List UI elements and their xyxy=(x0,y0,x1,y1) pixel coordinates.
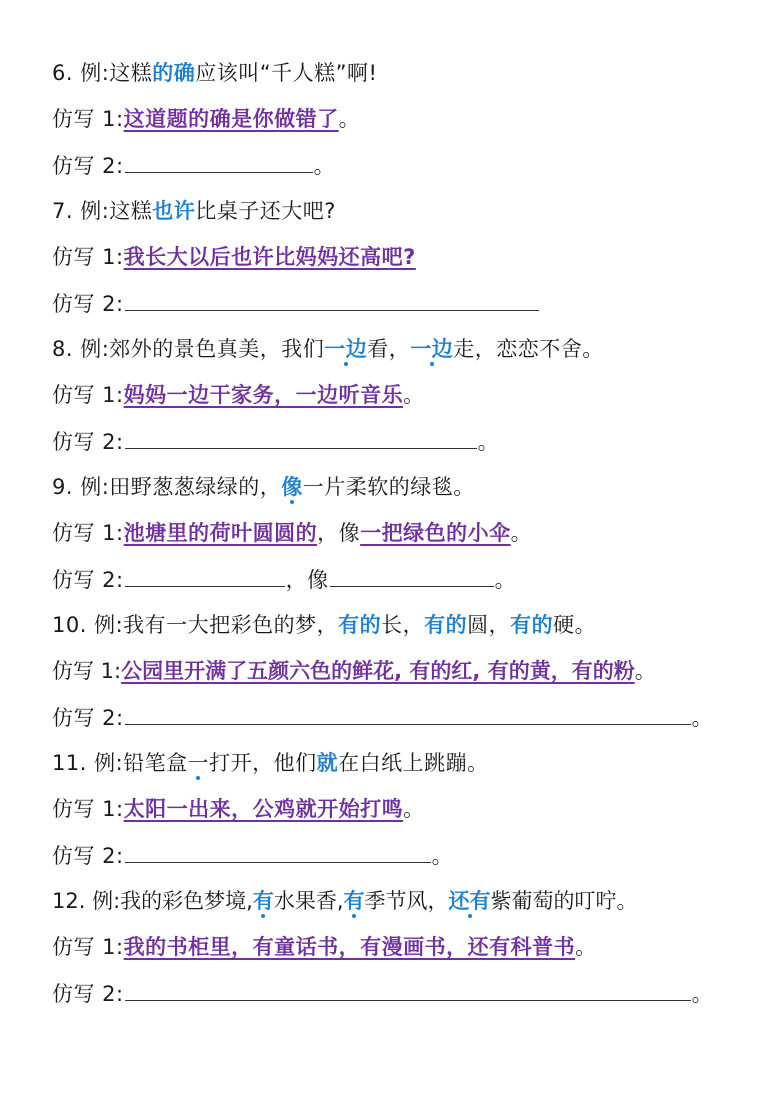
answer: 我长大以后也许比妈妈还高吧? xyxy=(123,245,416,269)
answer-blank[interactable] xyxy=(125,840,431,863)
example-12: 12. 例:我的彩色梦境,有水果香,有季节风，还有紫葡萄的叮咛。 xyxy=(52,889,638,913)
answer: 公园里开满了五颜六色的鲜花, 有的红, 有的黄，有的粉 xyxy=(121,659,635,683)
imitate-6-1: 仿写 1:这道题的确是你做错了。 xyxy=(52,107,361,131)
keyword: 像 xyxy=(281,475,303,499)
example-9: 9. 例:田野葱葱绿绿的，像一片柔软的绿毯。 xyxy=(52,475,475,499)
keyword: 有的 xyxy=(338,613,382,637)
imitate-7-2: 仿写 2: xyxy=(52,288,540,319)
answer-blank[interactable] xyxy=(125,978,691,1001)
imitate-12-1: 仿写 1:我的书柜里，有童话书，有漫画书，还有科普书。 xyxy=(52,935,597,959)
keyword: 一边 xyxy=(410,337,454,361)
answer-blank[interactable] xyxy=(330,564,494,587)
keyword: 有 xyxy=(343,889,365,913)
answer: 一把绿色的小伞 xyxy=(360,521,511,545)
keyword: 也许 xyxy=(152,199,196,223)
answer-blank[interactable] xyxy=(125,150,313,173)
imitate-12-2: 仿写 2: 。 xyxy=(52,978,713,1009)
keyword: 一边 xyxy=(324,337,368,361)
answer-blank[interactable] xyxy=(125,564,285,587)
answer-blank[interactable] xyxy=(125,426,477,449)
example-11: 11. 例:铅笔盒一打开，他们就在白纸上跳蹦。 xyxy=(52,751,489,775)
example-8: 8. 例:郊外的景色真美，我们一边看，一边走，恋恋不舍。 xyxy=(52,337,604,361)
answer: 妈妈一边干家务，一边听音乐 xyxy=(123,383,404,407)
imitate-8-1: 仿写 1:妈妈一边干家务，一边听音乐。 xyxy=(52,383,425,407)
keyword: 有 xyxy=(252,889,274,913)
keyword: 有的 xyxy=(424,613,468,637)
keyword: 有的 xyxy=(510,613,554,637)
example-10: 10. 例:我有一大把彩色的梦，有的长，有的圆，有的硬。 xyxy=(52,613,597,637)
keyword: 一 xyxy=(187,751,210,775)
answer: 池塘里的荷叶圆圆的 xyxy=(123,521,318,545)
imitate-9-1: 仿写 1:池塘里的荷叶圆圆的，像一把绿色的小伞。 xyxy=(52,521,533,545)
answer: 太阳一出来，公鸡就开始打鸣 xyxy=(123,797,404,821)
keyword: 就 xyxy=(316,751,339,775)
keyword: 还有 xyxy=(448,889,491,913)
imitate-10-2: 仿写 2: 。 xyxy=(52,702,713,733)
example-6: 6. 例:这糕的确应该叫“千人糕”啊! xyxy=(52,61,378,85)
imitate-7-1: 仿写 1:我长大以后也许比妈妈还高吧? xyxy=(52,245,416,269)
answer: 我的书柜里，有童话书，有漫画书，还有科普书 xyxy=(123,935,576,959)
imitate-9-2: 仿写 2: ，像 。 xyxy=(52,564,516,595)
example-7: 7. 例:这糕也许比桌子还大吧? xyxy=(52,199,336,223)
keyword: 的确 xyxy=(152,61,196,85)
imitate-11-2: 仿写 2: 。 xyxy=(52,840,453,871)
answer-blank[interactable] xyxy=(125,288,539,311)
imitate-8-2: 仿写 2: 。 xyxy=(52,426,499,457)
imitate-6-2: 仿写 2: 。 xyxy=(52,150,335,181)
answer: 这道题的确是你做错了 xyxy=(123,107,339,131)
imitate-10-1: 仿写 1:公园里开满了五颜六色的鲜花, 有的红, 有的黄，有的粉。 xyxy=(52,659,656,683)
answer-blank[interactable] xyxy=(125,702,691,725)
imitate-11-1: 仿写 1:太阳一出来，公鸡就开始打鸣。 xyxy=(52,797,425,821)
